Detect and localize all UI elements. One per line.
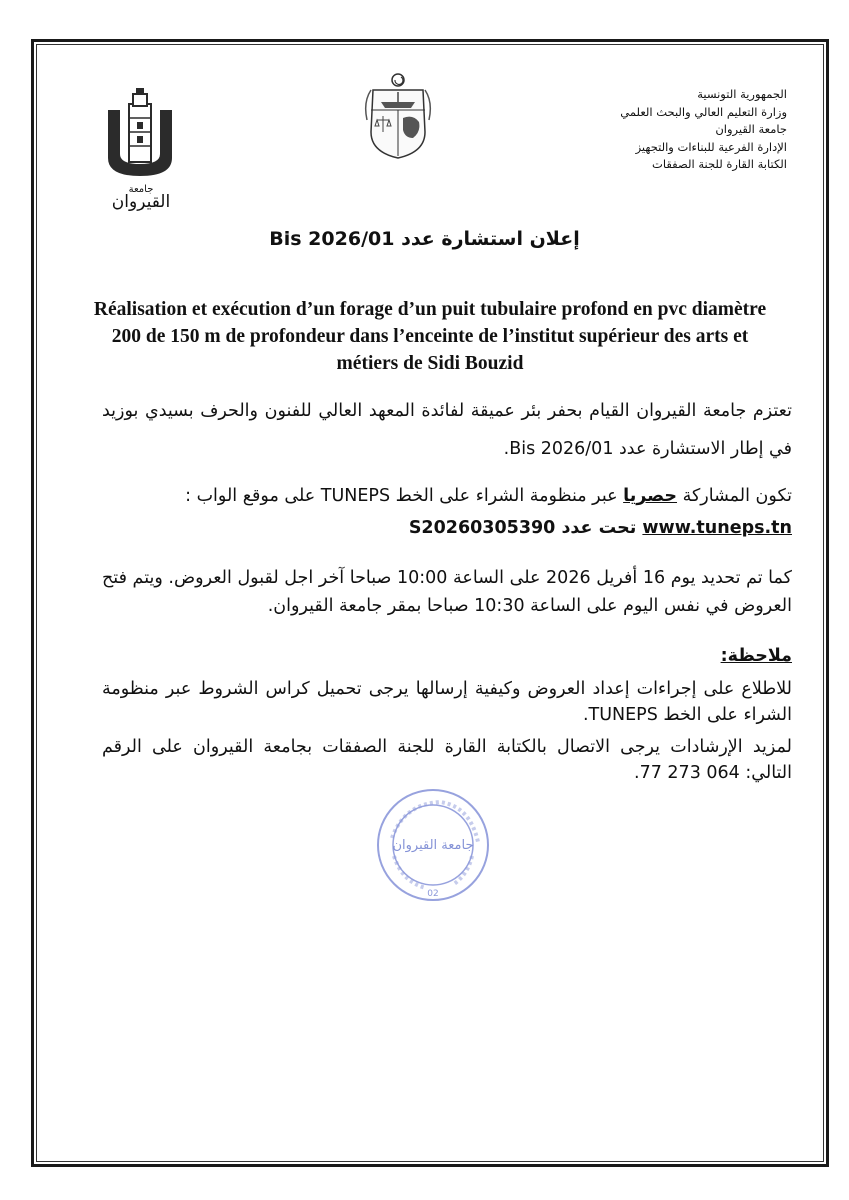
official-stamp xyxy=(374,786,492,904)
participation-text-end: عبر منظومة الشراء على الخط TUNEPS على موقع الواب : xyxy=(185,486,624,506)
paragraph-contact: لمزيد الإرشادات يرجى الاتصال بالكتابة القارة للجنة الصفقات بجامعة القيروان على الرقم التالي: 064 273 77. xyxy=(102,737,792,783)
logo-caption-small: جامعة xyxy=(128,184,154,195)
reference-prefix: تحت عدد xyxy=(555,518,643,538)
header-line-university: جامعة القيروان xyxy=(715,122,787,136)
header-line-republic: الجمهورية التونسية xyxy=(697,87,787,101)
logo-caption xyxy=(96,184,186,212)
paragraph-deadline: كما تم تحديد يوم 16 أفريل 2026 على الساعة 10:00 صباحا آخر اجل لقبول العروض. ويتم فتح العروض في نفس اليوم على الساعة 10:30 صباحا بمقر جامعة القيروان. xyxy=(102,568,792,616)
tunisia-emblem-icon xyxy=(363,72,433,160)
tuneps-website-link[interactable]: www.tuneps.tn xyxy=(642,518,792,538)
stamp-number: 02 xyxy=(427,889,439,899)
header-line-subdirectorate: الإدارة الفرعية للبناءات والتجهيز xyxy=(635,139,787,154)
participation-text-start: تكون المشاركة xyxy=(677,486,792,506)
header-line-secretariat: الكتابة القارة للجنة الصفقات xyxy=(652,157,787,171)
participation-exclusive: حصريا xyxy=(623,486,678,506)
announcement-title: إعلان استشارة عدد Bis 2026/01 xyxy=(269,228,580,250)
paragraph-participation xyxy=(92,480,792,544)
stamp-text: جامعة القيروان xyxy=(392,838,474,853)
reference-number: S20260305390 xyxy=(408,518,556,538)
header-institution-block xyxy=(527,86,787,174)
project-title-french: Réalisation et exécution d’un forage d’un puit tubulaire profond en pvc diamètre 200 de 150 m de profondeur dans l’enceinte de l’institut supérieur des arts et métiers de Sidi Bouzid xyxy=(93,299,767,374)
logo-caption-large: القيروان xyxy=(111,192,171,212)
header-line-ministry: وزارة التعليم العالي والبحث العلمي xyxy=(620,104,787,119)
paragraph-intent: تعتزم جامعة القيروان القيام بحفر بئر عميقة لفائدة المعهد العالي للفنون والحرف بسيدي بوزيد في إطار الاستشارة عدد Bis 2026/01. xyxy=(102,401,792,459)
paragraph-note-instructions: للاطلاع على إجراءات إعداد العروض وكيفية إرسالها يرجى تحميل كراس الشروط عبر منظومة الشراء على الخط TUNEPS. xyxy=(102,679,792,725)
note-label: ملاحظة: xyxy=(720,646,792,666)
